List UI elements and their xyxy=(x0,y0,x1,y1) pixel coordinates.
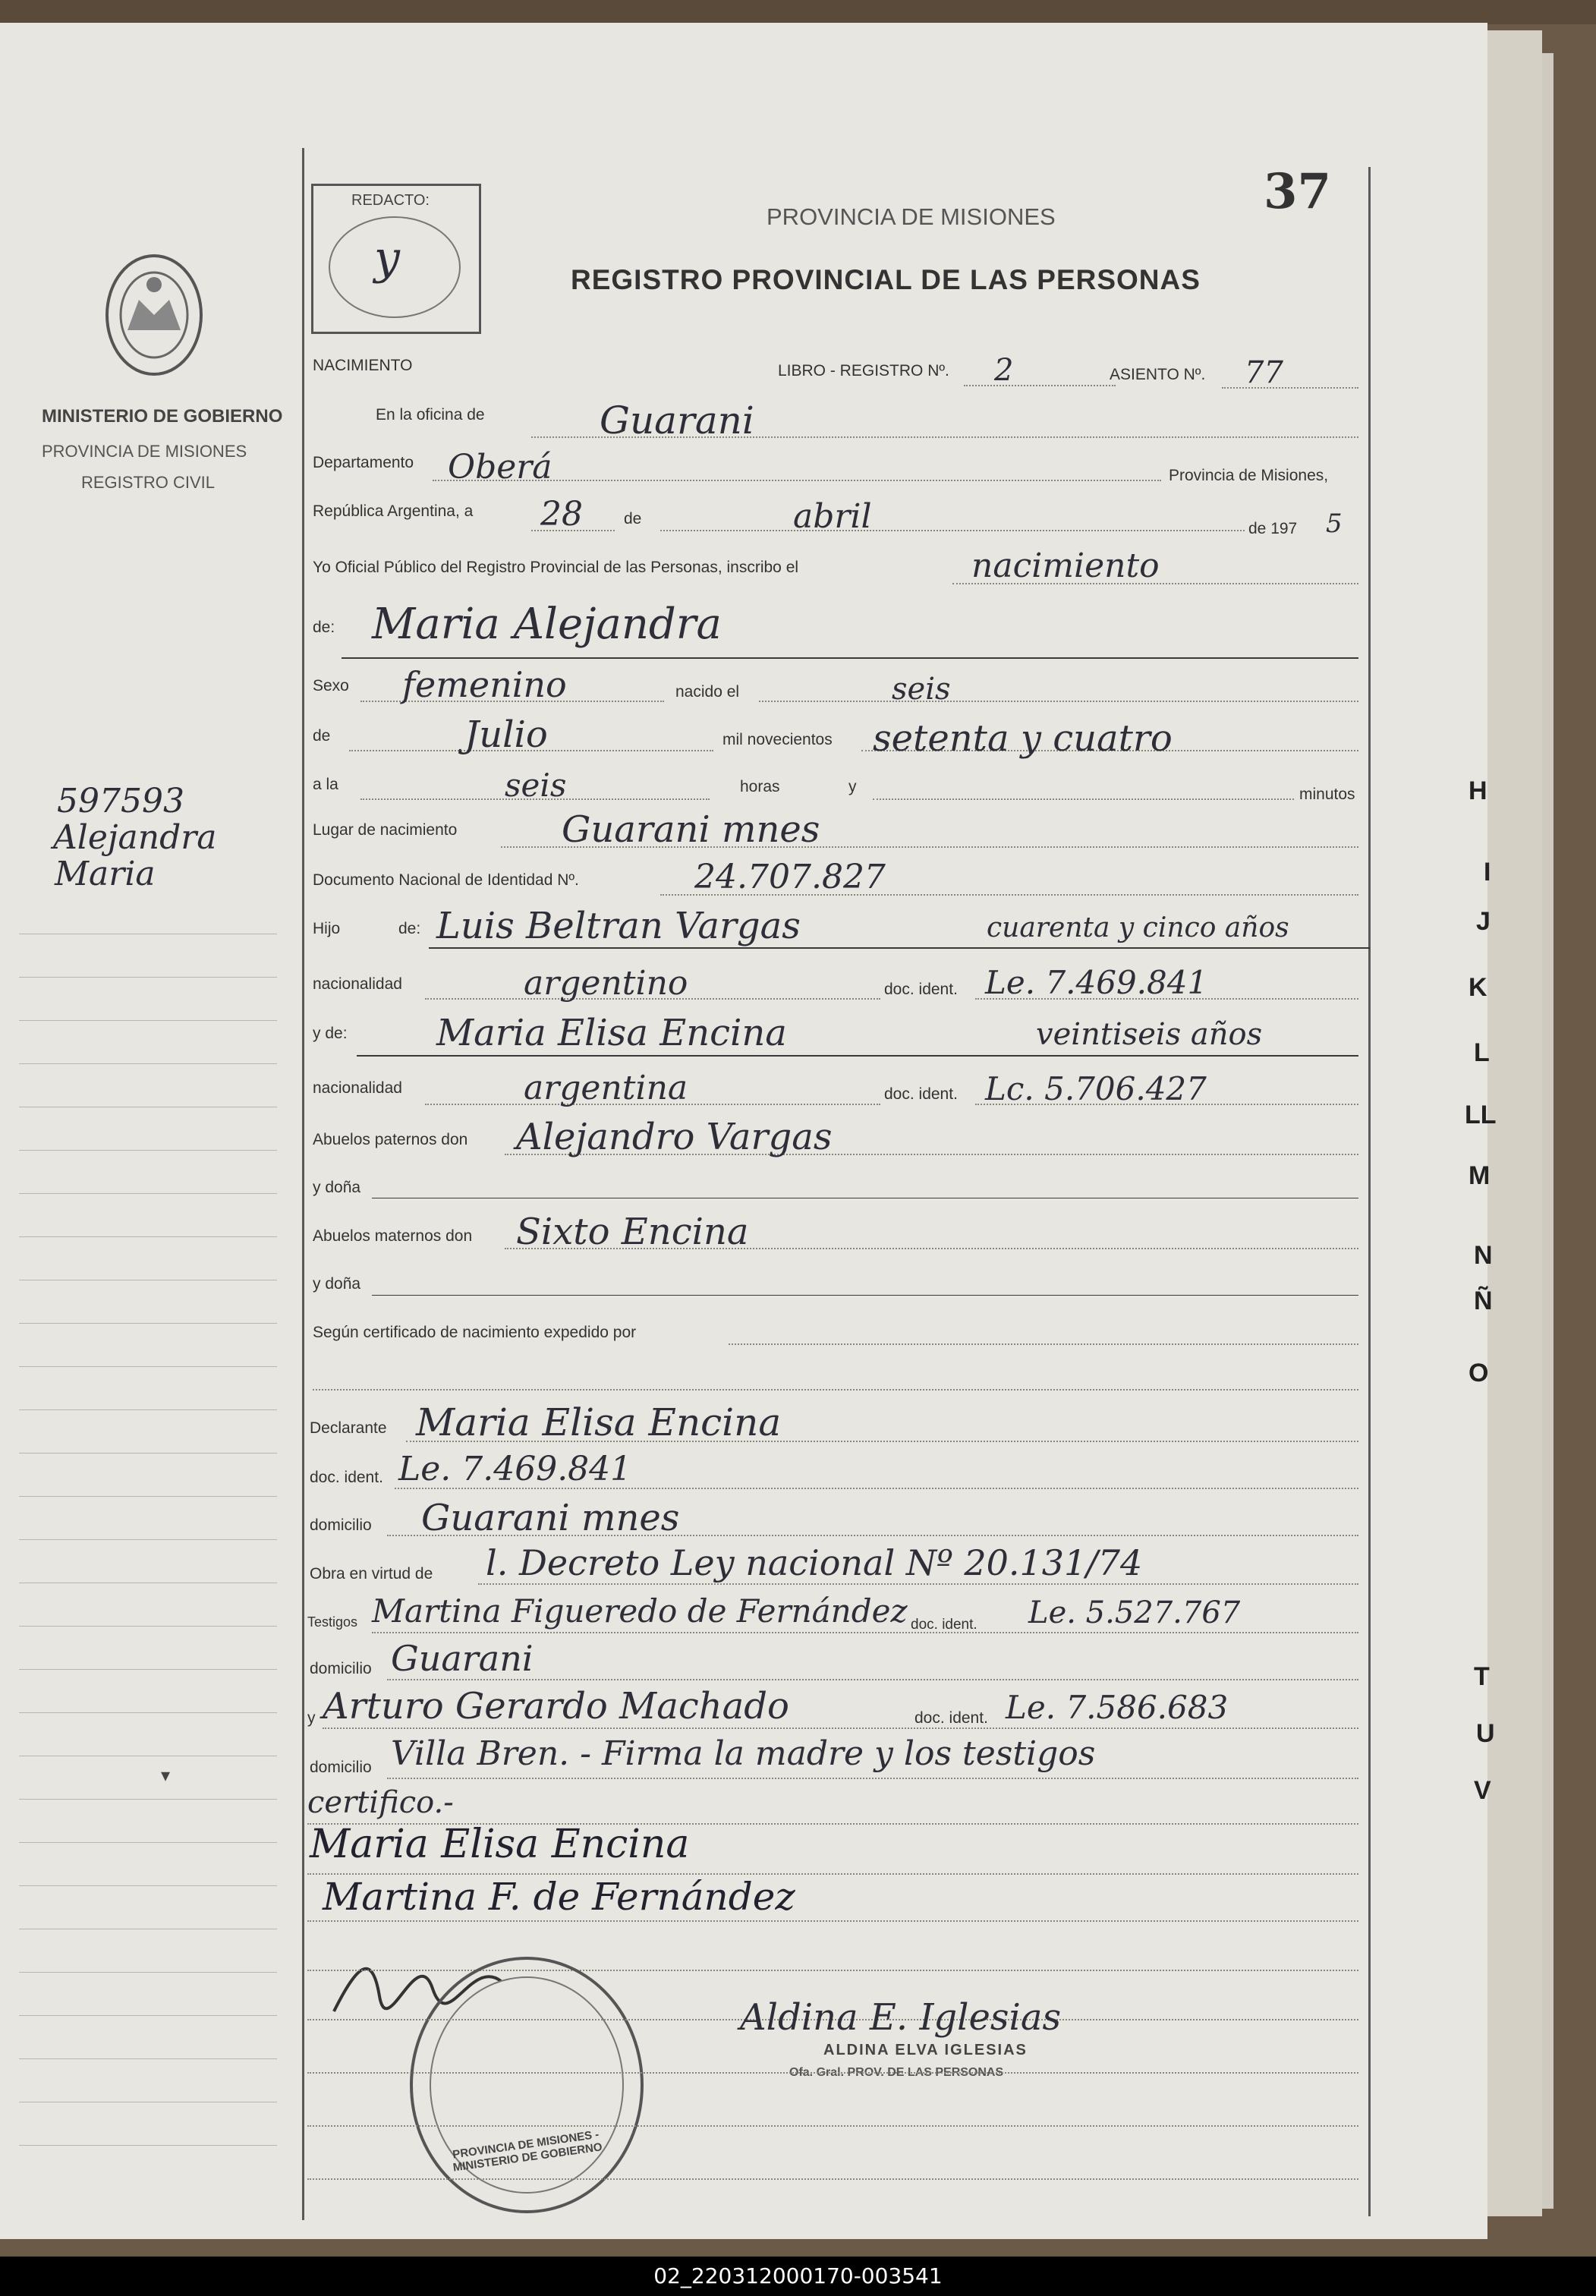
horas-label: horas xyxy=(740,778,780,795)
index-tab-h[interactable]: H xyxy=(1469,776,1487,805)
republica-label: República Argentina, a xyxy=(313,502,474,520)
ministry-line2: PROVINCIA DE MISIONES xyxy=(42,442,247,461)
obra-value: l. Decreto Ley nacional Nº 20.131/74 xyxy=(486,1542,1143,1583)
testigo1-value: Martina Figueredo de Fernández xyxy=(372,1592,908,1630)
seal-text: PROVINCIA DE MISIONES - MINISTERIO DE GOBIERNO xyxy=(452,2128,603,2175)
signature-oficial: Aldina E. Iglesias xyxy=(740,1996,1062,2039)
departamento-label: Departamento xyxy=(313,454,414,471)
madre-value: Maria Elisa Encina xyxy=(436,1012,787,1054)
index-tab-o[interactable]: O xyxy=(1469,1359,1489,1387)
nacionalidad2-label: nacionalidad xyxy=(313,1079,402,1097)
anio-nac-value: setenta y cuatro xyxy=(873,717,1173,760)
oficial-label: Yo Oficial Público del Registro Provincial de las Personas, inscribo el xyxy=(313,559,799,576)
left-frame-line xyxy=(302,148,304,2220)
nacido-el-value: seis xyxy=(892,672,951,707)
index-tab-u[interactable]: U xyxy=(1476,1719,1495,1748)
nacido-el-label: nacido el xyxy=(675,683,740,701)
doc-ident-decl-label: doc. ident. xyxy=(310,1469,383,1486)
mil-label: mil novecientos xyxy=(722,731,833,748)
testigo2-value: Arturo Gerardo Machado xyxy=(323,1685,789,1728)
index-tab-v[interactable]: V xyxy=(1474,1776,1491,1805)
hijo-label: Hijo xyxy=(313,920,341,937)
minutos-label: minutos xyxy=(1299,786,1355,803)
sexo-value: femenino xyxy=(402,664,567,705)
oficina-value: Guarani xyxy=(600,398,754,443)
nac-padre-value: argentino xyxy=(524,964,688,1003)
mes-nac-value: Julio xyxy=(464,713,548,756)
y-label: y xyxy=(848,778,857,795)
y-testigo-label: y xyxy=(307,1709,316,1727)
ministry-line1: MINISTERIO DE GOBIERNO xyxy=(42,406,283,427)
coat-of-arms-emblem xyxy=(97,247,211,383)
de-padre-label: de: xyxy=(398,920,421,937)
folio-number: 37 xyxy=(1264,163,1332,220)
de-nombre-label: de: xyxy=(313,619,335,636)
index-tab-i[interactable]: I xyxy=(1484,858,1491,887)
madre-edad-value: veintiseis años xyxy=(1036,1017,1263,1052)
a-la-label: a la xyxy=(313,776,338,793)
nacimiento-label: NACIMIENTO xyxy=(313,357,413,374)
stamp-title: Ofa. Gral. PROV. DE LAS PERSONAS xyxy=(789,2066,1004,2079)
nac-madre-value: argentina xyxy=(524,1069,688,1107)
doc-t2-value: Le. 7.586.683 xyxy=(1006,1689,1229,1726)
index-tab-ll[interactable]: LL xyxy=(1465,1101,1497,1129)
libro-value: 2 xyxy=(994,353,1014,388)
certificado-value: certifico.- xyxy=(307,1785,454,1820)
signature-testigo: Martina F. de Fernández xyxy=(323,1875,795,1919)
de-anio-label: de 197 xyxy=(1248,520,1298,537)
lugar-value: Guarani mnes xyxy=(562,808,820,851)
domicilio-t2-value: Villa Bren. - Firma la madre y los testigos xyxy=(391,1734,1096,1773)
margin-note-number: 597593 xyxy=(57,782,184,820)
stamp-name: ALDINA ELVA IGLESIAS xyxy=(823,2042,1028,2058)
doc-ident-t2-label: doc. ident. xyxy=(914,1709,988,1727)
index-tab-n[interactable]: N xyxy=(1474,1241,1493,1270)
declarante-label: Declarante xyxy=(310,1419,387,1437)
segun-label: Según certificado de nacimiento expedido por xyxy=(313,1324,637,1341)
y-de-label: y de: xyxy=(313,1025,348,1042)
image-id-footer: 02_220312000170-003541 xyxy=(0,2257,1596,2296)
asiento-label: ASIENTO Nº. xyxy=(1110,366,1206,383)
abuelos-mat-label: Abuelos maternos don xyxy=(313,1227,473,1245)
domicilio-t1-value: Guarani xyxy=(391,1638,534,1679)
doc-madre-value: Lc. 5.706.427 xyxy=(985,1070,1207,1107)
declarante-value: Maria Elisa Encina xyxy=(416,1400,782,1444)
nombre-value: Maria Alejandra xyxy=(372,600,722,649)
abuelo-pat-value: Alejandro Vargas xyxy=(516,1116,833,1158)
doc-padre-value: Le. 7.469.841 xyxy=(985,964,1208,1001)
index-tab-l[interactable]: L xyxy=(1474,1038,1490,1067)
dni-value: 24.707.827 xyxy=(694,858,886,896)
signature-madre: Maria Elisa Encina xyxy=(310,1822,690,1867)
province-header: PROVINCIA DE MISIONES xyxy=(767,203,1056,230)
index-tab-ny[interactable]: Ñ xyxy=(1474,1287,1493,1315)
y-dona1-label: y doña xyxy=(313,1179,361,1196)
de-mes-label: de xyxy=(313,727,331,745)
oficina-label: En la oficina de xyxy=(376,406,485,424)
domicilio3-label: domicilio xyxy=(310,1759,372,1776)
book-spine xyxy=(0,0,1596,24)
provincia-label: Provincia de Misiones, xyxy=(1169,467,1329,484)
inscripcion-value: nacimiento xyxy=(971,546,1160,585)
sexo-label: Sexo xyxy=(313,677,349,694)
hora-value: seis xyxy=(505,767,567,804)
domicilio1-label: domicilio xyxy=(310,1516,372,1534)
ministry-line3: REGISTRO CIVIL xyxy=(81,473,216,492)
registry-page xyxy=(0,23,1487,2239)
documento-label: Documento Nacional de Identidad Nº. xyxy=(313,871,579,889)
abuelos-pat-label: Abuelos paternos don xyxy=(313,1131,468,1148)
obra-label: Obra en virtud de xyxy=(310,1565,433,1583)
mes-value: abril xyxy=(793,497,872,536)
asiento-value: 77 xyxy=(1245,355,1283,390)
libro-label: LIBRO - REGISTRO Nº. xyxy=(778,362,949,380)
departamento-value: Oberá xyxy=(448,448,552,487)
de-label: de xyxy=(624,510,642,528)
redacto-label: REDACTO: xyxy=(351,192,430,209)
redacto-mark: y xyxy=(374,231,400,285)
doc-t1-value: Le. 5.527.767 xyxy=(1028,1595,1241,1630)
redacto-box xyxy=(311,184,481,334)
index-tab-j[interactable]: J xyxy=(1476,907,1491,936)
doc-ident2-label: doc. ident. xyxy=(884,1085,958,1103)
padre-edad-value: cuarenta y cinco años xyxy=(987,912,1289,943)
official-seal xyxy=(410,1957,644,2213)
anio-value: 5 xyxy=(1326,509,1343,539)
abuelo-mat-value: Sixto Encina xyxy=(516,1211,749,1253)
margin-mark: ▾ xyxy=(161,1766,171,1786)
right-frame-line xyxy=(1368,167,1371,2216)
doc-decl-value: Le. 7.469.841 xyxy=(398,1450,632,1488)
margin-note-line2: Alejandra xyxy=(53,818,217,857)
registry-title: REGISTRO PROVINCIAL DE LAS PERSONAS xyxy=(571,264,1201,295)
doc-ident-t1-label: doc. ident. xyxy=(911,1617,977,1633)
lugar-label: Lugar de nacimiento xyxy=(313,821,458,839)
index-tab-k[interactable]: K xyxy=(1469,973,1487,1002)
doc-ident1-label: doc. ident. xyxy=(884,981,958,998)
dia-value: 28 xyxy=(540,495,583,534)
padre-value: Luis Beltran Vargas xyxy=(436,905,801,947)
index-tab-t[interactable]: T xyxy=(1474,1662,1490,1691)
y-dona2-label: y doña xyxy=(313,1275,361,1293)
testigos-label: Testigos xyxy=(307,1614,358,1630)
margin-note-line3: Maria xyxy=(55,855,156,893)
domicilio-decl-value: Guarani mnes xyxy=(421,1497,680,1539)
nacionalidad1-label: nacionalidad xyxy=(313,975,402,993)
index-tab-m[interactable]: M xyxy=(1469,1161,1491,1190)
domicilio2-label: domicilio xyxy=(310,1660,372,1677)
